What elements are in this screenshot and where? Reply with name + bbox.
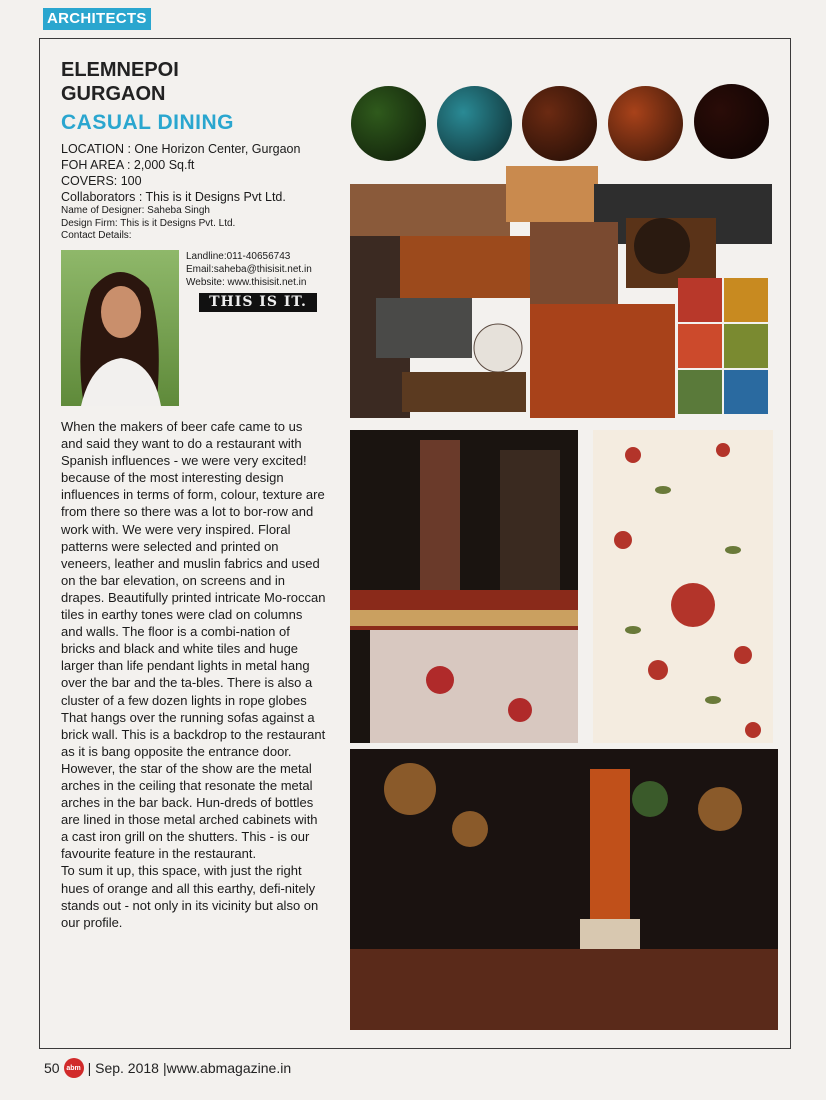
fact-location: LOCATION : One Horizon Center, Gurgaon (61, 142, 301, 156)
title-line-2: GURGAON (61, 83, 166, 105)
project-facts (61, 141, 300, 243)
swatch-dark-wood (694, 84, 769, 159)
section-tag: ARCHITECTS (43, 8, 151, 30)
body-paragraph-1: When the makers of beer cafe came to us and said they want to do a restaurant with Spanish influences - we were very excited! because of the most interesting design influences in terms of form, colour, texture are from there so there was a lot to bor-row and work with. We were very inspired. Floral patterns were selected and printed on veneers, leather and muslin fabrics and used on the bar elevation, on screens and in drapes. Beautifully printed intricate Mo-roccan tiles in earthy tones were clad on columns and walls. The floor is a combi-nation of bricks and black and white tiles and huge larger than life pendant lights in metal hang over the bar and the ta-bles. There is also a cluster of a few dozen lights in rope globes That hangs over the running sofas against a brick wall. This is a backdrop to the restaurant as it is bang opposite the entrance door. (61, 419, 326, 759)
contact-landline: Landline:011-40656743 (186, 251, 291, 262)
fact-covers: COVERS: 100 (61, 174, 142, 188)
swatch-teal-wood (437, 86, 512, 161)
floral-pattern-image (593, 430, 773, 743)
article-body (61, 418, 327, 931)
issue-date: | Sep. 2018 (87, 1060, 159, 1076)
swatch-brown-leather (522, 86, 597, 161)
page-footer (44, 1058, 291, 1078)
firm-logo: THIS IS IT. (199, 293, 317, 312)
body-paragraph-3: To sum it up, this space, with just the right hues of orange and all this earthy, defi-nitely stands out - not only in its vicinity but also on our profile. (61, 863, 319, 930)
fact-designer: Name of Designer: Saheba Singh (61, 205, 210, 216)
title-line-1: ELEMNEPOI (61, 59, 179, 81)
contact-website[interactable]: Website: www.thisisit.net.in (186, 277, 307, 288)
abm-logo: abm (64, 1058, 84, 1078)
article-title (61, 58, 179, 106)
dining-area-photo (350, 749, 778, 1030)
swatch-rust-finish (608, 86, 683, 161)
designer-portrait (61, 250, 179, 406)
fact-contact-label: Contact Details: (61, 230, 132, 241)
mood-board-image (350, 166, 772, 418)
magazine-website[interactable]: |www.abmagazine.in (162, 1060, 292, 1076)
bar-interior-photo (350, 430, 578, 743)
fact-firm: Design Firm: This is it Designs Pvt. Ltd. (61, 217, 236, 229)
article-subtitle: CASUAL DINING (61, 111, 234, 134)
contact-details (186, 250, 312, 289)
page-number: 50 (44, 1060, 60, 1076)
swatch-green-leather (351, 86, 426, 161)
fact-collaborators: Collaborators : This is it Designs Pvt Ltd. (61, 190, 286, 204)
body-paragraph-2: However, the star of the show are the metal arches in the ceiling that resonate the metal arches in the bar back. Hun-dreds of bottles are lined in those metal arched cabinets with a cast iron grill on the shutters. This - is our favourite feature in the restaurant. (61, 760, 318, 862)
fact-foh-area: FOH AREA : 2,000 Sq.ft (61, 158, 195, 172)
contact-email[interactable]: Email:saheba@thisisit.net.in (186, 264, 312, 275)
